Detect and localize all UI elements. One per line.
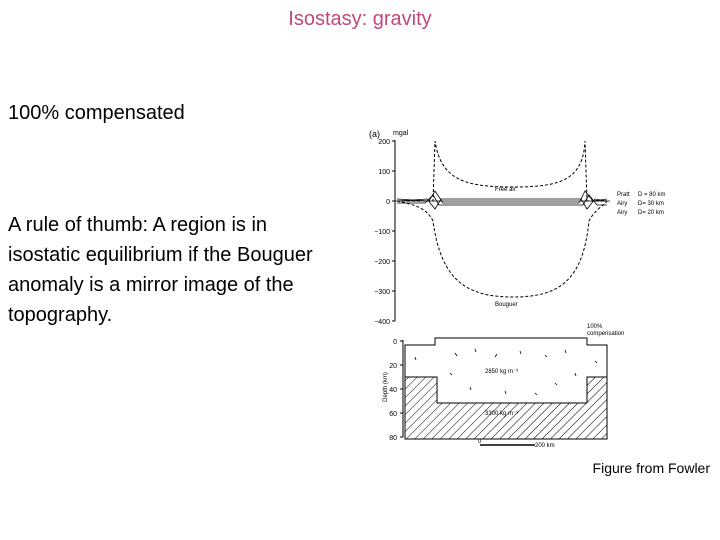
crust-density-label: 2850 kg m⁻³ [485,369,519,375]
scale-start-label: 0 [478,439,482,445]
scale-end-label: 200 km [535,443,555,449]
legend-param-airy-30: D= 30 km [638,201,664,207]
depth-ticks [389,339,403,442]
gravity-unit-label: mgal [393,130,409,137]
legend-param-pratt: D = 80 km [638,192,666,198]
legend-model-airy-30: Airy [617,201,628,207]
free-air-label: Free air [495,187,516,193]
gravity-tick-minus-100: −100 [374,229,390,236]
airy-30km-curve [397,199,607,209]
depth-tick-20: 20 [389,363,397,370]
gravity-tick-minus-400: −400 [374,319,390,326]
gravity-tick-0: 0 [386,199,390,206]
gravity-tick-minus-200: −200 [374,259,390,266]
legend-param-airy-20: D= 20 km [638,210,664,216]
gravity-tick-100: 100 [378,169,390,176]
compensation-label-1: 100% [587,324,603,330]
gravity-tick-200: 200 [378,139,390,146]
depth-tick-60: 60 [389,411,397,418]
legend-model-airy-20: Airy [617,210,628,216]
slide-subtitle: 100% compensated [8,102,185,124]
mantle-density-label: 3300 kg m⁻³ [485,411,519,417]
compensation-label-2: compensation [587,331,625,337]
bouguer-curve [397,201,607,297]
depth-tick-80: 80 [389,435,397,442]
pratt-curve [397,195,607,205]
depth-axis-label: Depth (km) [383,372,389,402]
slide-body-text: A rule of thumb: A region is in isostatic equilibrium if the Bouguer anomaly is a mirror image of the topography. [8,214,313,326]
isostasy-diagram [355,125,700,455]
slide-title: Isostasy: gravity [288,8,432,30]
figure-caption: Figure from Fowler [592,460,710,476]
legend-model-pratt: Pratt [617,192,630,198]
depth-tick-40: 40 [389,387,397,394]
depth-tick-0: 0 [393,339,397,346]
gravity-tick-minus-300: −300 [374,289,390,296]
gravity-ticks [374,139,395,326]
model-legend [617,192,666,216]
bouguer-label: Bouguer [495,302,518,308]
isostasy-figure [355,125,700,455]
panel-label: (a) [369,129,380,139]
